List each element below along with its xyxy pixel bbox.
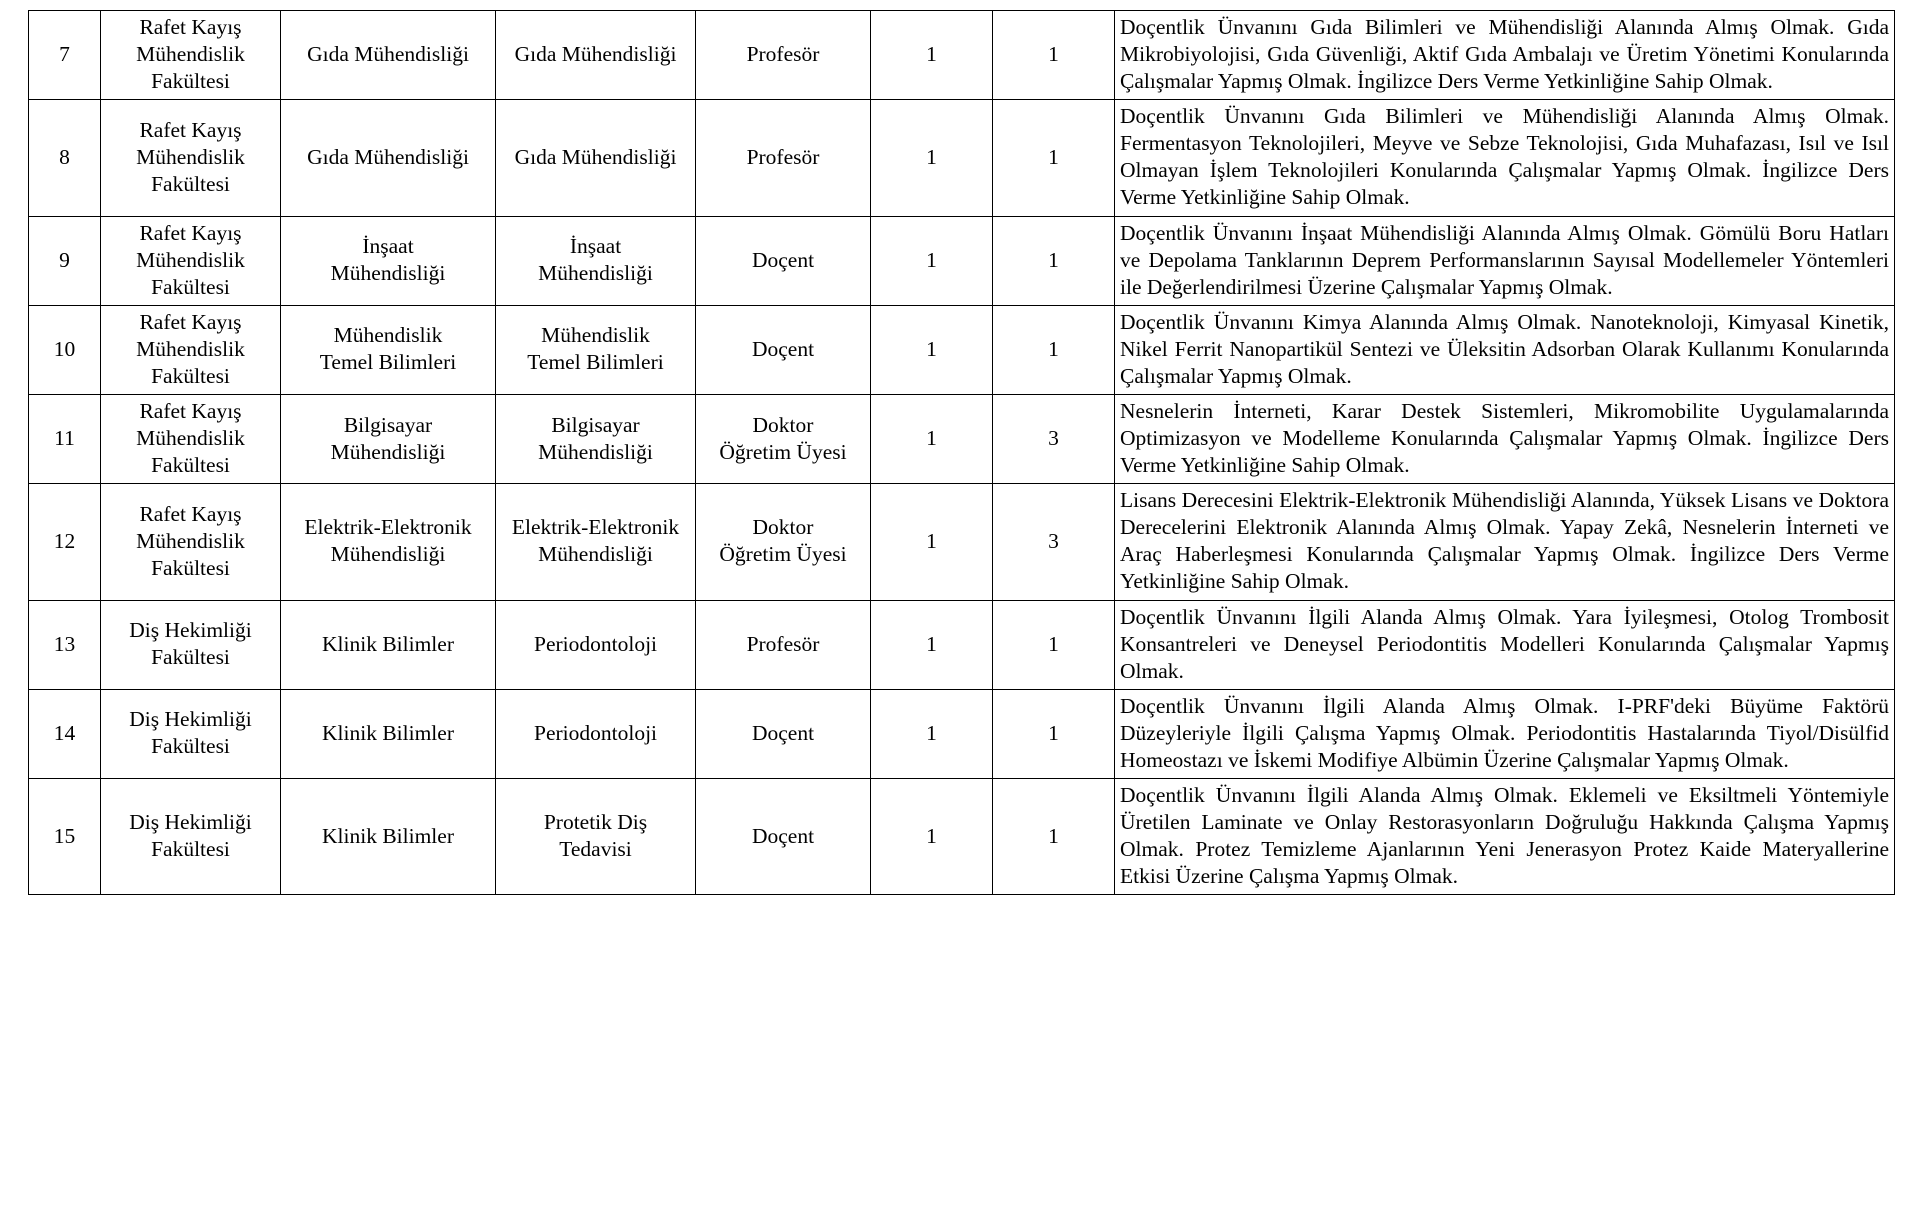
cell-count: 1 — [993, 689, 1115, 778]
cell-title — [696, 395, 871, 484]
academic-positions-table — [28, 10, 1895, 895]
cell-department — [281, 689, 496, 778]
cell-faculty-line: Mühendislik — [136, 336, 245, 361]
cell-title-line: Doçent — [751, 247, 815, 272]
cell-faculty — [101, 305, 281, 394]
cell-department-lines — [286, 720, 490, 747]
cell-faculty-line: Fakültesi — [151, 171, 230, 196]
cell-degree: 1 — [871, 779, 993, 895]
cell-degree: 1 — [871, 100, 993, 216]
cell-department-lines — [286, 514, 490, 568]
cell-program — [496, 11, 696, 100]
cell-faculty-lines — [106, 617, 275, 671]
cell-title-lines — [701, 412, 865, 466]
cell-title — [696, 11, 871, 100]
cell-department-line: Gıda Mühendisliği — [307, 144, 469, 169]
table-body — [29, 11, 1895, 895]
cell-department — [281, 11, 496, 100]
cell-description: Doçentlik Ünvanını İlgili Alanda Almış Olmak. Yara İyileşmesi, Otolog Trombosit Konsantreleri ve Deneysel Periodontitis Modelleri Konularında Çalışmalar Yapmış Olmak. — [1115, 600, 1895, 689]
cell-description: Doçentlik Ünvanını Gıda Bilimleri ve Mühendisliği Alanında Almış Olmak. Gıda Mikrobiyolojisi, Gıda Güvenliği, Aktif Gıda Ambalajı ve Üretim Yönetimi Konularında Çalışmalar Yapmış Olmak. İngilizce Ders Verme Yetkinliğine Sahip Olmak. — [1115, 11, 1895, 100]
cell-program-lines — [501, 41, 690, 68]
cell-program — [496, 305, 696, 394]
cell-count: 1 — [993, 100, 1115, 216]
cell-program — [496, 216, 696, 305]
cell-title — [696, 689, 871, 778]
cell-program-line: Temel Bilimleri — [527, 350, 664, 375]
cell-program-line: Periodontoloji — [533, 631, 658, 656]
cell-title-lines — [701, 823, 865, 850]
cell-faculty-line: Fakültesi — [151, 453, 230, 478]
cell-description: Doçentlik Ünvanını İlgili Alanda Almış Olmak. I-PRF'deki Büyüme Faktörü Düzeyleriyle İlgili Çalışma Yapmış Olmak. Periodontitis Hastalarında Tiyol/Disülfid Homeostazı ve İskemi Modifiye Albümin Üzerine Çalışmalar Yapmış Olmak. — [1115, 689, 1895, 778]
cell-faculty-line: Mühendislik — [136, 144, 245, 169]
cell-faculty-line: Rafet Kayış — [139, 501, 242, 526]
cell-program — [496, 600, 696, 689]
table-row — [29, 11, 1895, 100]
cell-title-line: Doktor — [752, 515, 814, 540]
cell-department-lines — [286, 144, 490, 171]
cell-department — [281, 779, 496, 895]
cell-department-line: Klinik Bilimler — [322, 823, 454, 848]
cell-faculty-line: Fakültesi — [151, 555, 230, 580]
cell-department-line: Mühendisliği — [330, 542, 446, 567]
cell-program-line: İnşaat — [569, 234, 622, 259]
cell-description: Nesnelerin İnterneti, Karar Destek Sistemleri, Mikromobilite Uygulamalarında Optimizasyon ve Modelleme Konularında Çalışmalar Yapmış Olmak. İngilizce Ders Verme Yetkinliğine Sahip Olmak. — [1115, 395, 1895, 484]
cell-department-line: Temel Bilimleri — [319, 350, 457, 375]
cell-faculty — [101, 600, 281, 689]
cell-degree: 1 — [871, 216, 993, 305]
cell-title-lines — [701, 41, 865, 68]
cell-department — [281, 484, 496, 600]
cell-faculty-line: Mühendislik — [136, 528, 245, 553]
cell-faculty-line: Fakültesi — [151, 69, 230, 94]
cell-title-line: Doçent — [751, 336, 815, 361]
cell-faculty-line: Mühendislik — [136, 42, 245, 67]
cell-program-lines — [501, 322, 690, 376]
cell-department-line: Bilgisayar — [343, 412, 433, 437]
cell-program-lines — [501, 412, 690, 466]
cell-program-line: Elektrik-Elektronik — [511, 515, 680, 540]
cell-program-lines — [501, 514, 690, 568]
cell-department-lines — [286, 322, 490, 376]
cell-faculty-line: Diş Hekimliği — [129, 810, 252, 835]
cell-program-lines — [501, 720, 690, 747]
cell-faculty-line: Fakültesi — [151, 734, 230, 759]
cell-faculty-lines — [106, 309, 275, 390]
cell-description: Doçentlik Ünvanını İnşaat Mühendisliği Alanında Almış Olmak. Gömülü Boru Hatları ve Depolama Tanklarının Deprem Performanslarının Sayısal Modellemeler Yöntemleri ile Değerlendirilmesi Üzerine Çalışmalar Yapmış Olmak. — [1115, 216, 1895, 305]
cell-program-line: Mühendisliği — [538, 439, 653, 464]
cell-faculty-lines — [106, 398, 275, 479]
cell-program-line: Mühendisliği — [538, 542, 653, 567]
cell-program-line: Bilgisayar — [551, 412, 640, 437]
cell-program-lines — [501, 809, 690, 863]
cell-department-lines — [286, 233, 490, 287]
cell-title-line: Öğretim Üyesi — [719, 542, 847, 567]
cell-department-lines — [286, 631, 490, 658]
cell-row-number: 11 — [29, 395, 101, 484]
cell-row-number: 7 — [29, 11, 101, 100]
cell-faculty-line: Diş Hekimliği — [129, 618, 252, 643]
cell-faculty — [101, 395, 281, 484]
table-row — [29, 100, 1895, 216]
cell-count: 1 — [993, 216, 1115, 305]
cell-department-line: İnşaat — [362, 234, 414, 259]
cell-title-line: Doktor — [752, 412, 814, 437]
cell-title-line: Doçent — [751, 720, 815, 745]
cell-department — [281, 216, 496, 305]
cell-faculty-line: Rafet Kayış — [139, 220, 242, 245]
cell-count: 3 — [993, 395, 1115, 484]
cell-title-lines — [701, 631, 865, 658]
cell-title-lines — [701, 247, 865, 274]
cell-program — [496, 779, 696, 895]
cell-program-line: Gıda Mühendisliği — [514, 144, 677, 169]
cell-program — [496, 484, 696, 600]
cell-department-lines — [286, 823, 490, 850]
cell-faculty — [101, 484, 281, 600]
cell-faculty-line: Mühendislik — [136, 247, 245, 272]
cell-faculty-lines — [106, 706, 275, 760]
cell-faculty-line: Rafet Kayış — [139, 399, 242, 424]
cell-title-line: Profesör — [746, 631, 820, 656]
cell-program-line: Protetik Diş — [543, 810, 648, 835]
cell-department — [281, 305, 496, 394]
cell-program-line: Mühendisliği — [538, 261, 653, 286]
cell-row-number: 12 — [29, 484, 101, 600]
cell-title — [696, 779, 871, 895]
cell-faculty — [101, 100, 281, 216]
cell-department — [281, 600, 496, 689]
cell-faculty-lines — [106, 501, 275, 582]
cell-degree: 1 — [871, 11, 993, 100]
cell-degree: 1 — [871, 484, 993, 600]
cell-title — [696, 600, 871, 689]
cell-faculty — [101, 11, 281, 100]
cell-faculty-line: Fakültesi — [151, 363, 230, 388]
cell-degree: 1 — [871, 689, 993, 778]
cell-faculty-line: Fakültesi — [151, 837, 230, 862]
table-row — [29, 484, 1895, 600]
cell-department-line: Mühendisliği — [330, 261, 446, 286]
cell-degree: 1 — [871, 305, 993, 394]
cell-row-number: 14 — [29, 689, 101, 778]
cell-program — [496, 689, 696, 778]
cell-degree: 1 — [871, 395, 993, 484]
cell-faculty-lines — [106, 809, 275, 863]
cell-department-line: Gıda Mühendisliği — [307, 42, 469, 67]
cell-faculty-line: Rafet Kayış — [139, 15, 242, 39]
cell-department-lines — [286, 41, 490, 68]
cell-degree: 1 — [871, 600, 993, 689]
cell-faculty-line: Mühendislik — [136, 426, 245, 451]
cell-row-number: 8 — [29, 100, 101, 216]
cell-title-lines — [701, 720, 865, 747]
cell-title — [696, 305, 871, 394]
cell-title — [696, 484, 871, 600]
cell-department-lines — [286, 412, 490, 466]
cell-title-line: Doçent — [751, 823, 815, 848]
cell-count: 1 — [993, 305, 1115, 394]
cell-description: Doçentlik Ünvanını Gıda Bilimleri ve Mühendisliği Alanında Almış Olmak. Fermentasyon Teknolojileri, Meyve ve Sebze Teknolojisi, Gıda Muhafazası, Isıl ve Isıl Olmayan İşlem Teknolojileri Konularında Çalışmalar Yapmış Olmak. İngilizce Ders Verme Yetkinliğine Sahip Olmak. — [1115, 100, 1895, 216]
cell-faculty-line: Rafet Kayış — [139, 309, 242, 334]
cell-faculty-lines — [106, 220, 275, 301]
table-row — [29, 600, 1895, 689]
cell-title-line: Öğretim Üyesi — [719, 439, 847, 464]
cell-faculty — [101, 779, 281, 895]
cell-title-line: Profesör — [746, 42, 820, 67]
cell-program-line: Periodontoloji — [533, 720, 658, 745]
cell-title-lines — [701, 514, 865, 568]
cell-faculty-lines — [106, 14, 275, 95]
cell-department-line: Klinik Bilimler — [322, 631, 454, 656]
cell-count: 1 — [993, 600, 1115, 689]
cell-description: Doçentlik Ünvanını İlgili Alanda Almış Olmak. Eklemeli ve Eksiltmeli Yöntemiyle Üretilen Laminate ve Onlay Restorasyonların Doğruluğu Hakkında Çalışma Yapmış Olmak. Protez Temizleme Ajanlarının Yeni Jenerasyon Protez Kaide Materyallerine Etkisi Üzerine Çalışma Yapmış Olmak. — [1115, 779, 1895, 895]
table-row — [29, 779, 1895, 895]
cell-description: Lisans Derecesini Elektrik-Elektronik Mühendisliği Alanında, Yüksek Lisans ve Doktora Derecelerini Elektronik Alanında Almış Olmak. Yapay Zekâ, Nesnelerin İnterneti ve Araç Haberleşmesi Konularında Çalışmalar Yapmış Olmak. İngilizce Ders Verme Yetkinliğine Sahip Olmak. — [1115, 484, 1895, 600]
cell-program-line: Gıda Mühendisliği — [514, 42, 677, 67]
cell-department-line: Klinik Bilimler — [322, 720, 454, 745]
cell-count: 1 — [993, 779, 1115, 895]
cell-department — [281, 395, 496, 484]
cell-program-lines — [501, 144, 690, 171]
cell-department-line: Mühendislik — [333, 323, 443, 348]
cell-department-line: Mühendisliği — [330, 439, 446, 464]
cell-count: 3 — [993, 484, 1115, 600]
cell-program-line: Tedavisi — [559, 837, 632, 862]
cell-faculty-lines — [106, 117, 275, 198]
cell-department — [281, 100, 496, 216]
cell-title — [696, 100, 871, 216]
table-row — [29, 395, 1895, 484]
cell-department-line: Elektrik-Elektronik — [304, 515, 472, 540]
cell-row-number: 13 — [29, 600, 101, 689]
cell-program — [496, 100, 696, 216]
cell-title — [696, 216, 871, 305]
cell-title-lines — [701, 144, 865, 171]
cell-count: 1 — [993, 11, 1115, 100]
table-row — [29, 305, 1895, 394]
cell-faculty — [101, 689, 281, 778]
cell-program-line: Mühendislik — [541, 323, 650, 348]
cell-row-number: 10 — [29, 305, 101, 394]
cell-faculty-line: Diş Hekimliği — [129, 707, 252, 732]
cell-row-number: 9 — [29, 216, 101, 305]
cell-program — [496, 395, 696, 484]
cell-faculty — [101, 216, 281, 305]
cell-title-lines — [701, 336, 865, 363]
cell-faculty-line: Fakültesi — [151, 274, 230, 299]
cell-program-lines — [501, 233, 690, 287]
table-row — [29, 689, 1895, 778]
cell-program-lines — [501, 631, 690, 658]
table-row — [29, 216, 1895, 305]
cell-title-line: Profesör — [746, 144, 820, 169]
cell-row-number: 15 — [29, 779, 101, 895]
cell-description: Doçentlik Ünvanını Kimya Alanında Almış Olmak. Nanoteknoloji, Kimyasal Kinetik, Nikel Ferrit Nanopartikül Sentezi ve Üleksitin Adsorban Olarak Kullanımı Konularında Çalışmalar Yapmış Olmak. — [1115, 305, 1895, 394]
cell-faculty-line: Fakültesi — [151, 645, 230, 670]
cell-faculty-line: Rafet Kayış — [139, 117, 242, 142]
